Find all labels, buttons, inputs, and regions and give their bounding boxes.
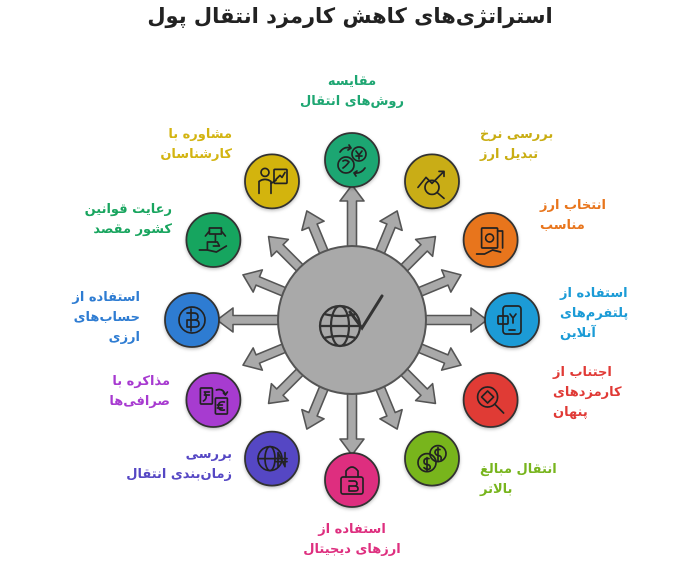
page-title: استراتژی‌های کاهش کارمزد انتقال پول [147, 4, 553, 28]
node-circle [464, 213, 518, 267]
label-crypto [303, 520, 400, 560]
node-consult [245, 154, 299, 208]
label-online [560, 284, 628, 344]
node-crypto [325, 453, 379, 507]
label-line: مشاوره با [168, 127, 232, 142]
node-online [485, 293, 539, 347]
label-line: آنلاین [560, 326, 596, 341]
label-line: مقایسه [327, 74, 377, 89]
label-negotiate [109, 372, 170, 412]
node-rate [405, 154, 459, 208]
node-large [405, 432, 459, 486]
node-hidden [464, 373, 518, 427]
label-line: زمان‌بندی انتقال [126, 467, 232, 482]
label-line: استفاده از [72, 290, 140, 305]
label-line: انتخاب ارز [540, 198, 606, 213]
label-line: روش‌های انتقال [300, 94, 404, 109]
label-rate [480, 125, 553, 165]
label-line: حساب‌های [73, 310, 140, 325]
node-currency [464, 213, 518, 267]
node-fx-account [165, 293, 219, 347]
node-negotiate [186, 373, 240, 427]
label-line: کارمزدهای [553, 385, 622, 400]
label-line: بالاتر [480, 482, 513, 497]
label-line: پلتفرم‌های [560, 306, 629, 321]
label-line: انتقال مبالغ [480, 462, 557, 477]
label-line: بررسی نرخ [480, 127, 554, 142]
node-circle [405, 154, 459, 208]
node-compare [325, 133, 379, 187]
node-timing [245, 432, 299, 486]
node-circle [186, 213, 240, 267]
label-line: تبدیل ارز [480, 147, 539, 162]
node-regulations [186, 213, 240, 267]
label-currency [540, 196, 606, 236]
label-large [480, 460, 557, 500]
label-line: رعایت قوانین [84, 202, 172, 217]
label-timing [126, 445, 232, 485]
label-consult [160, 125, 232, 165]
label-line: صرافی‌ها [109, 394, 170, 409]
label-compare [300, 72, 404, 112]
label-regulations [85, 200, 172, 240]
label-line: کشور مقصد [93, 222, 172, 237]
label-line: ارزی [108, 330, 140, 345]
label-line: بررسی [185, 447, 232, 462]
node-circle [325, 453, 379, 507]
center-circle [278, 246, 426, 394]
label-line: استفاده از [318, 522, 386, 537]
center-hub [278, 246, 426, 394]
label-line: ارزهای دیجیتال [303, 542, 401, 557]
node-circle [186, 373, 240, 427]
label-hidden [553, 363, 622, 423]
label-line: پنهان [553, 405, 588, 420]
label-line: مناسب [540, 218, 585, 233]
label-line: استفاده از [560, 286, 628, 301]
label-fx-account [72, 288, 140, 348]
label-line: کارشناسان [160, 147, 232, 162]
label-line: مذاکره با [112, 374, 170, 389]
node-circle [485, 293, 539, 347]
node-circle [245, 154, 299, 208]
label-line: اجتناب از [553, 365, 612, 380]
